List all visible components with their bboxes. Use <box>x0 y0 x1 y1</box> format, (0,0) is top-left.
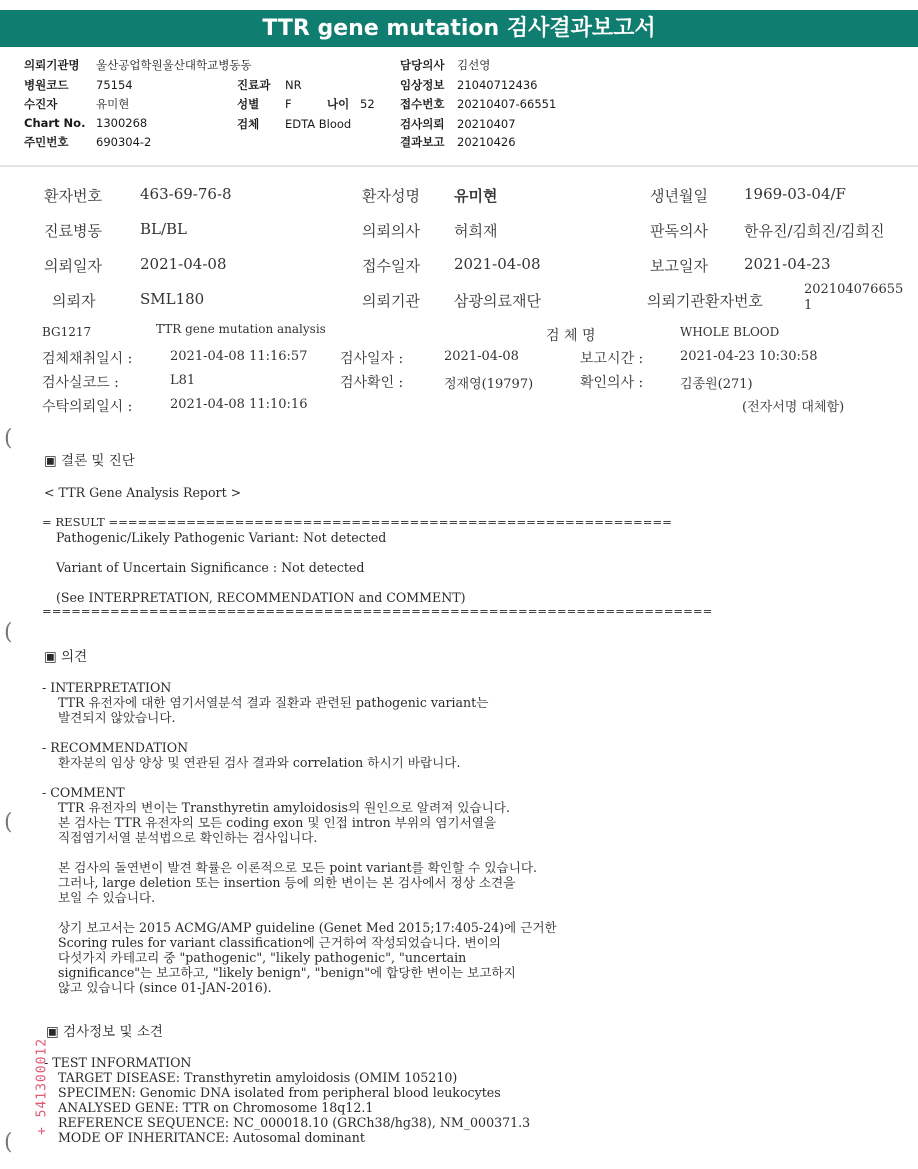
f1-patient-name: 유미현 <box>454 187 498 205</box>
f1-patient-no: 463-69-76-8 <box>140 185 232 203</box>
sec2-interp-heading: - INTERPRETATION <box>42 680 172 695</box>
f2-lab-code-label: 검사실코드 : <box>42 375 119 391</box>
hdr-age: 나이 52 <box>327 97 375 111</box>
f1-ref-org-label: 의뢰기관 <box>362 292 420 310</box>
sec3-ti-line: MODE OF INHERITANCE: Autosomal dominant <box>58 1130 365 1145</box>
f1-ref-doctor: 허희재 <box>454 222 498 240</box>
hdr-result-report: 결과보고 20210426 <box>400 135 516 149</box>
sec1-pathogenic: Pathogenic/Likely Pathogenic Variant: Not detected <box>56 530 387 545</box>
sec2-comment-line: Scoring rules for variant classification에 근거하여 작성되었습니다. 변이의 <box>58 935 501 950</box>
hdr-doctor: 담당의사 김선영 <box>400 58 491 72</box>
hdr-clinical-info: 임상정보 21040712436 <box>400 78 538 92</box>
sec2-comment-line: 상기 보고서는 2015 ACMG/AMP guideline (Genet Med 2015;17:405-24)에 근거한 <box>58 920 557 935</box>
sec2-comment-heading: - COMMENT <box>42 785 125 800</box>
sec3-ti-line: REFERENCE SEQUENCE: NC_000018.10 (GRCh38/hg38), NM_000371.3 <box>58 1115 531 1130</box>
hdr-chart-no: Chart No. 1300268 <box>24 116 148 130</box>
sec2-comment-line: 다섯가지 카테고리 중 "pathogenic", "likely pathogenic", "uncertain <box>58 950 467 965</box>
f1-ref-date-label: 의뢰일자 <box>44 257 102 275</box>
scanned-report <box>0 167 918 1169</box>
sec1-result-line: = RESULT ========================================================== <box>42 515 672 529</box>
sec2-comment-line: 않고 있습니다 (since 01-JAN-2016). <box>58 980 272 995</box>
f1-ward-label: 진료병동 <box>44 222 102 240</box>
sec3-heading: ▣ 검사정보 및 소견 <box>46 1024 163 1040</box>
f1-reading-doctor: 한유진/김희진/김희진 <box>744 222 885 240</box>
hdr-patient: 수진자 유미현 <box>24 97 130 111</box>
f2-esign-note: (전자서명 대체함) <box>742 400 845 415</box>
sec1-rule: ===================================================================== <box>42 604 713 618</box>
f1-ref-date: 2021-04-08 <box>140 255 227 273</box>
f1-dob-label: 생년월일 <box>650 187 708 205</box>
sec2-comment-line: 그러나, large deletion 또는 insertion 등에 의한 변이는 본 검사에서 정상 소견을 <box>58 875 516 890</box>
f1-recv-date-label: 접수일자 <box>362 257 420 275</box>
sec1-report-title: < TTR Gene Analysis Report > <box>44 485 242 500</box>
f2-test-name: TTR gene mutation analysis <box>156 322 326 336</box>
f1-dob: 1969-03-04/F <box>744 185 846 203</box>
hdr-org: 의뢰기관명 울산공업학원울산대학교병동동 <box>24 58 252 72</box>
vertical-barcode-stamp: + 541300012 <box>34 1037 50 1136</box>
sec1-see: (See INTERPRETATION, RECOMMENDATION and COMMENT) <box>56 590 466 605</box>
f1-ref-patient-no-label: 의뢰기관환자번호 <box>647 292 763 310</box>
sec2-rec-heading: - RECOMMENDATION <box>42 740 189 755</box>
sec2-interp-line: TTR 유전자에 대한 염기서열분석 결과 질환과 관련된 pathogenic variant는 <box>58 695 489 710</box>
sec2-heading: ▣ 의견 <box>44 649 88 665</box>
sec3-ti-heading: - TEST INFORMATION <box>44 1055 192 1070</box>
sec3-ti-line: SPECIMEN: Genomic DNA isolated from peripheral blood leukocytes <box>58 1085 501 1100</box>
f1-requester: SML180 <box>140 290 205 308</box>
hdr-hospital-code: 병원코드 75154 <box>24 78 133 92</box>
f2-specimen: WHOLE BLOOD <box>680 325 780 339</box>
sec3-ti-line: ANALYSED GENE: TTR on Chromosome 18q12.1 <box>58 1100 374 1115</box>
f1-patient-no-label: 환자번호 <box>44 187 102 205</box>
binder-hole-mark: ( <box>4 1130 13 1155</box>
f2-report-time-label: 보고시간 : <box>580 351 644 367</box>
hdr-specimen: 검체 EDTA Blood <box>237 117 352 131</box>
sec2-comment-line: 본 검사는 TTR 유전자의 모든 coding exon 및 인접 intron 부위의 염기서열을 <box>58 815 497 830</box>
hdr-resident-no: 주민번호 690304-2 <box>24 135 152 149</box>
sec3-ti-line: TARGET DISEASE: Transthyretin amyloidosis (OMIM 105210) <box>58 1070 458 1085</box>
f2-consign: 2021-04-08 11:10:16 <box>170 397 308 412</box>
binder-hole-mark: ( <box>4 426 13 451</box>
hdr-test-request: 검사의뢰 20210407 <box>400 117 516 131</box>
f1-report-date-label: 보고일자 <box>650 257 708 275</box>
f1-report-date: 2021-04-23 <box>744 255 831 273</box>
sec2-comment-line: 직접염기서열 분석법으로 확인하는 검사입니다. <box>58 830 318 845</box>
f1-ref-org: 삼광의료재단 <box>454 292 541 310</box>
binder-hole-mark: ( <box>4 810 13 835</box>
f2-confirm-doctor-label: 확인의사 : <box>580 375 644 391</box>
hdr-receipt-no: 접수번호 20210407-66551 <box>400 97 557 111</box>
sec2-comment-line: 보일 수 있습니다. <box>58 890 156 905</box>
sec2-interp-line: 발견되지 않았습니다. <box>58 710 176 725</box>
f1-ward: BL/BL <box>140 220 188 238</box>
f1-recv-date: 2021-04-08 <box>454 255 541 273</box>
sec1-vus: Variant of Uncertain Significance : Not detected <box>56 560 365 575</box>
f1-requester-label: 의뢰자 <box>52 292 96 310</box>
hdr-dept: 진료과 NR <box>237 78 302 92</box>
hdr-sex: 성별 F <box>237 97 292 111</box>
f2-confirm-doctor: 김종원(271) <box>680 377 753 392</box>
f2-consign-label: 수탁의뢰일시 : <box>42 399 133 415</box>
f2-confirm-label: 검사확인 : <box>340 375 404 391</box>
f2-lab-code: L81 <box>170 373 196 388</box>
sec2-comment-line: TTR 유전자의 변이는 Transthyretin amyloidosis의 원인으로 알려져 있습니다. <box>58 800 510 815</box>
f1-ref-patient-no-line2: 1 <box>804 298 813 313</box>
sec1-heading: ▣ 결론 및 진단 <box>44 453 135 469</box>
f1-patient-name-label: 환자성명 <box>362 187 420 205</box>
f1-ref-doctor-label: 의뢰의사 <box>362 222 420 240</box>
f2-confirm: 정재영(19797) <box>444 377 534 392</box>
sec2-comment-line: significance"는 보고하고, "likely benign", "benign"에 합당한 변이는 보고하지 <box>58 965 516 980</box>
f2-report-time: 2021-04-23 10:30:58 <box>680 349 818 364</box>
report-title: TTR gene mutation 검사결과보고서 <box>0 10 918 47</box>
f1-ref-patient-no-line1: 202104076655 <box>804 282 904 297</box>
sec2-rec-line: 환자분의 임상 양상 및 연관된 검사 결과와 correlation 하시기 바랍니다. <box>58 755 461 770</box>
f2-code: BG1217 <box>42 325 92 339</box>
sec2-comment-line: 본 검사의 돌연변이 발견 확률은 이론적으로 모든 point variant를 확인할 수 있습니다. <box>58 860 538 875</box>
f2-collect: 2021-04-08 11:16:57 <box>170 349 308 364</box>
f1-reading-doctor-label: 판독의사 <box>650 222 708 240</box>
f2-test-date-label: 검사일자 : <box>340 351 404 367</box>
f2-test-date: 2021-04-08 <box>444 349 519 364</box>
f2-collect-label: 검체채취일시 : <box>42 351 133 367</box>
f2-specimen-label: 검 체 명 <box>546 328 596 344</box>
binder-hole-mark: ( <box>4 620 13 645</box>
